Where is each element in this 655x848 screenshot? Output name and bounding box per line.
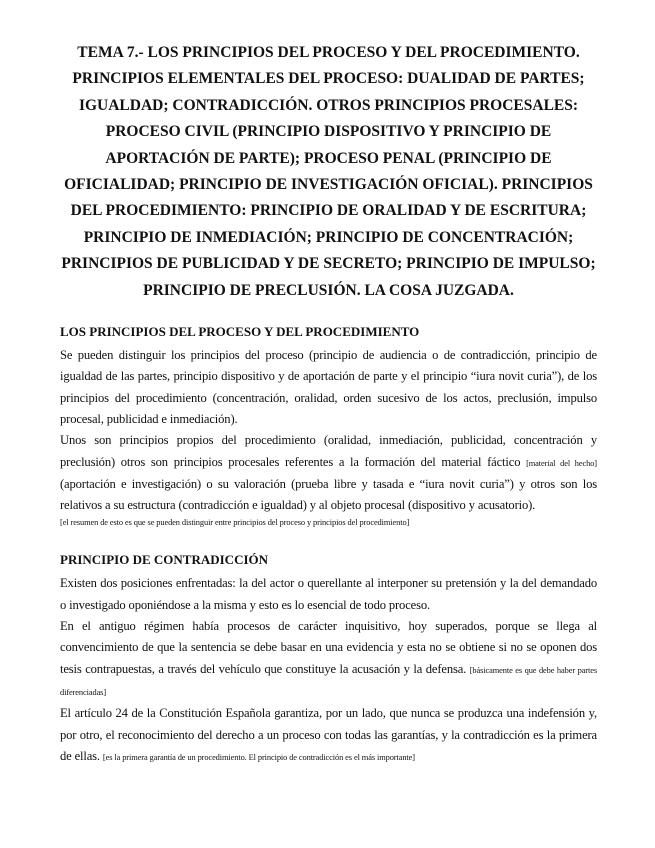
section-principios-proceso-procedimiento — [60, 322, 597, 530]
paragraph-text: Unos son principios propios del procedimiento (oralidad, inmediación, publicidad, concentración y preclusión) otros son principios procesales referentes a la formación del material fáctico — [60, 433, 597, 469]
paragraph — [60, 616, 597, 703]
section-heading: PRINCIPIO DE CONTRADICCIÓN — [60, 552, 269, 568]
paragraph-text: En el antiguo régimen había procesos de carácter inquisitivo, hoy superados, porque se llega al convencimiento de que la sentencia se debe basar en una evidencia y esta no se obtiene si no se oponen dos tesis contrapuestas, a través del vehículo que constituye la acusación y la defensa. — [60, 619, 597, 676]
inline-note: [básicamente es que debe haber partes diferenciadas] — [60, 665, 597, 697]
document-title: TEMA 7.- LOS PRINCIPIOS DEL PROCESO Y DEL PROCEDIMIENTO. PRINCIPIOS ELEMENTALES DEL PROCESO: DUALIDAD DE PARTES; IGUALDAD; CONTRADICCIÓN. OTROS PRINCIPIOS PROCESALES: PROCESO CIVIL (PRINCIPIO DISPOSITIVO Y PRINCIPIO DE APORTACIÓN DE PARTE); PROCESO PENAL (PRINCIPIO DE OFICIALIDAD; PRINCIPIO DE INVESTIGACIÓN OFICIAL). PRINCIPIOS DEL PROCEDIMIENTO: PRINCIPIO DE ORALIDAD Y DE ESCRITURA; PRINCIPIO DE INMEDIACIÓN; PRINCIPIO DE CONCENTRACIÓN; PRINCIPIOS DE PUBLICIDAD Y DE SECRETO; PRINCIPIO DE IMPULSO; PRINCIPIO DE PRECLUSIÓN. LA COSA JUZGADA. — [61, 44, 596, 299]
section-heading: LOS PRINCIPIOS DEL PROCESO Y DEL PROCEDIMIENTO — [60, 324, 420, 340]
paragraph-text: (aportación e investigación) o su valoración (prueba libre y tasada e “iura novit curia”) y otros son los relativos a su estructura (contradicción e igualdad) y al objeto procesal (dispositivo y acusatorio). — [60, 476, 597, 513]
paragraph-text: El artículo 24 de la Constitución Española garantiza, por un lado, que nunca se produzca una indefensión y, por otro, el reconocimiento del derecho a un proceso con todas las garantías, y la contradicción es la primera de ellas. — [60, 706, 597, 763]
inline-note: [material del hecho] — [526, 458, 597, 468]
inline-note: [es la primera garantía de un procedimiento. El principio de contradicción es el más importante] — [102, 752, 415, 762]
paragraph — [60, 430, 597, 516]
summary-note: [el resumen de esto es que se pueden distinguir entre principios del proceso y principios del procedimiento] — [60, 518, 410, 528]
paragraph — [60, 703, 597, 768]
paragraph: Existen dos posiciones enfrentadas: la del actor o querellante al interponer su pretensión y la del demandado o investigado oponiéndose a la misma y esto es lo esencial de todo proceso. — [60, 576, 597, 612]
section-principio-contradiccion — [60, 550, 597, 768]
paragraph: Se pueden distinguir los principios del proceso (principio de audiencia o de contradicción, principio de igualdad de las partes, principio dispositivo y de aportación de parte y el principio “iura novit curia”), de los principios del procedimiento (concentración, oralidad, orden sucesivo de los actos, preclusión, impulso procesal, publicidad e inmediación). — [60, 348, 597, 426]
